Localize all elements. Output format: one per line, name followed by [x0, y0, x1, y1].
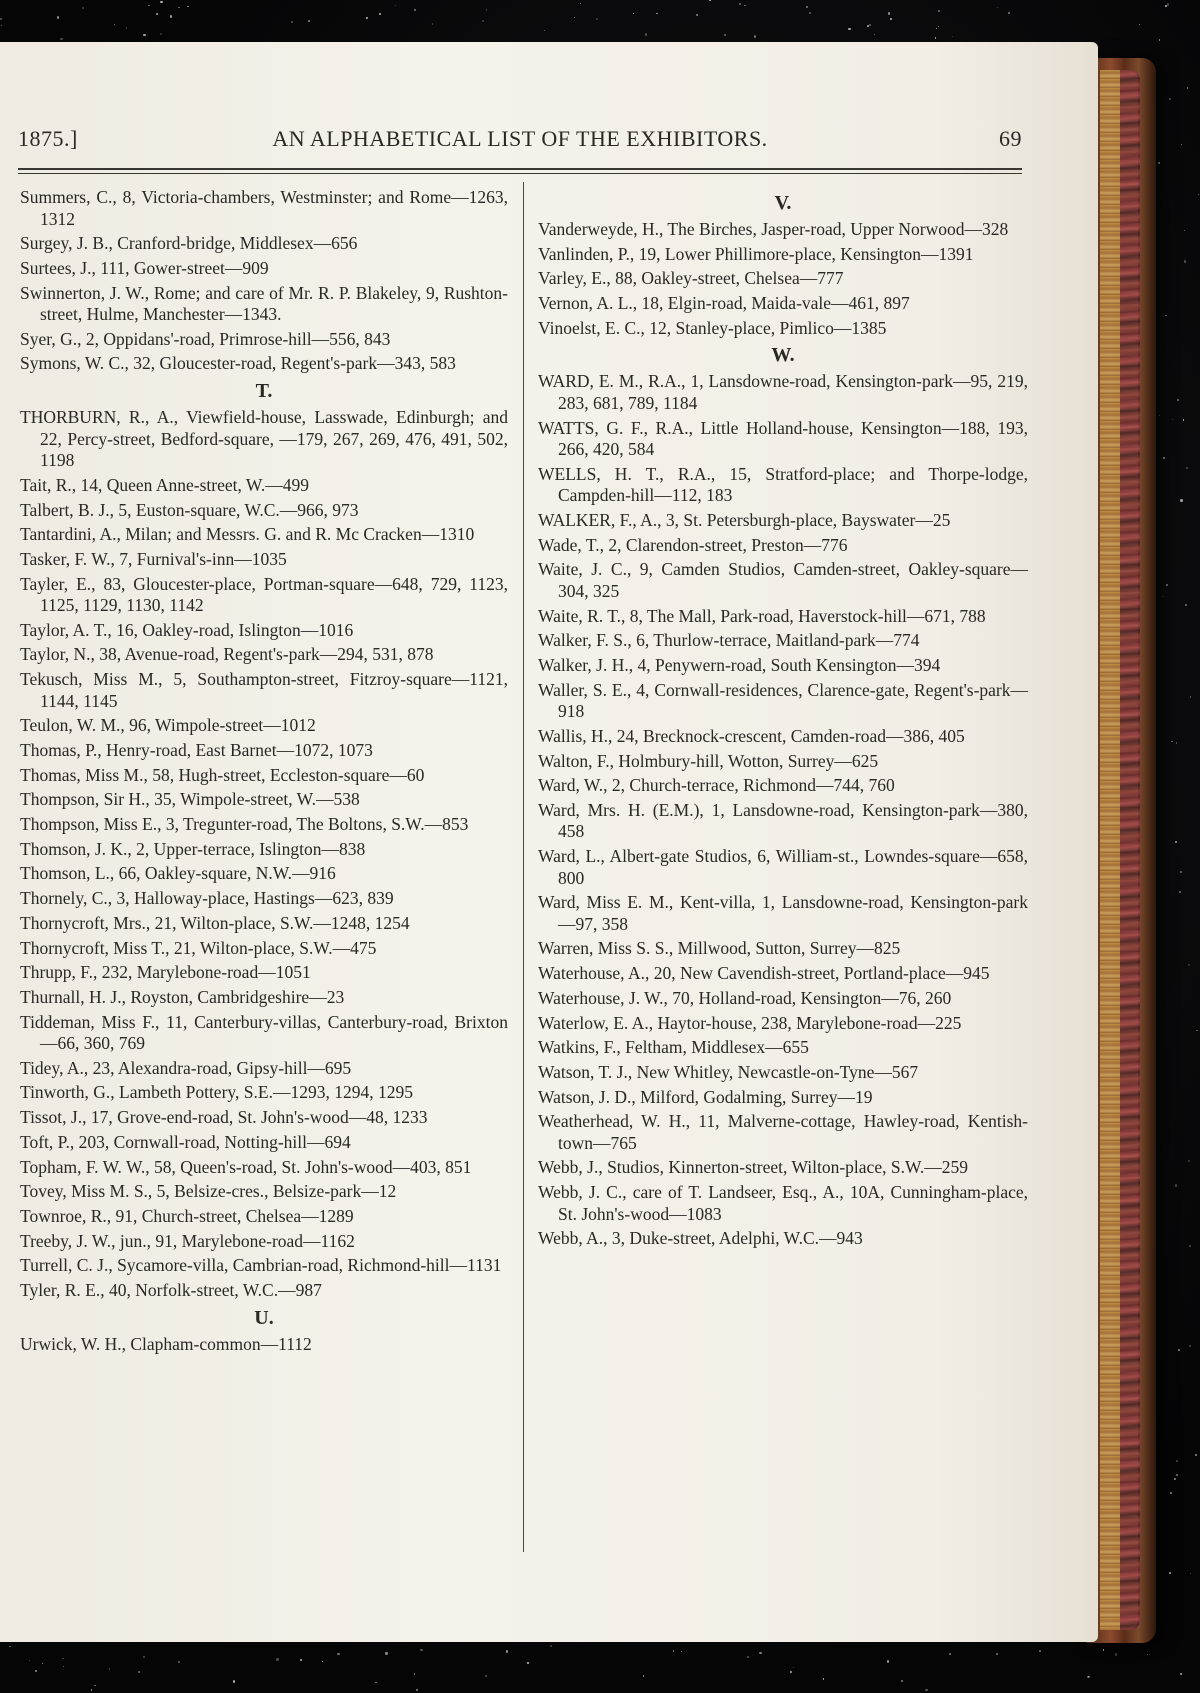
exhibitor-entry: Vernon, A. L., 18, Elgin-road, Maida-vale—461, 897 [538, 293, 910, 314]
exhibitor-entry: Turrell, C. J., Sycamore-villa, Cambrian-road, Richmond-hill—1131 [20, 1255, 502, 1276]
star-speck [952, 36, 953, 37]
star-speck [739, 3, 741, 5]
star-speck [1190, 696, 1191, 697]
exhibitor-entry: Wade, T., 2, Clarendon-street, Preston—776 [538, 534, 848, 555]
star-speck [1179, 891, 1181, 893]
star-speck [936, 28, 937, 29]
exhibitor-entry: Thurnall, H. J., Royston, Cambridgeshire—23 [20, 986, 345, 1007]
star-speck [170, 15, 172, 17]
exhibitor-entry: Thornycroft, Mrs., 21, Wilton-place, S.W.—1248, 1254 [20, 912, 410, 933]
exhibitor-entry: Walton, F., Holmbury-hill, Wotton, Surrey—625 [538, 750, 879, 771]
star-speck [949, 1653, 951, 1655]
exhibitor-entry: Warren, Miss S. S., Millwood, Sutton, Surrey—825 [538, 938, 901, 959]
star-speck [42, 1663, 43, 1664]
star-speck [1184, 230, 1185, 231]
star-speck [62, 1658, 64, 1660]
star-speck [9, 1646, 10, 1647]
star-speck [1162, 596, 1163, 597]
star-speck [1115, 1653, 1117, 1655]
exhibitor-entry: Toft, P., 203, Cornwall-road, Notting-hill—694 [20, 1131, 351, 1152]
exhibitor-entry: WARD, E. M., R.A., 1, Lansdowne-road, Kensington-park—95, 219, 283, 681, 789, 1184 [538, 371, 1028, 413]
star-speck [874, 34, 875, 35]
star-speck [790, 1671, 792, 1673]
star-speck [1159, 415, 1160, 416]
star-speck [890, 18, 892, 20]
exhibitor-entry: Waite, R. T., 8, The Mall, Park-road, Haverstock-hill—671, 788 [538, 605, 986, 626]
exhibitor-entry: Thrupp, F., 232, Marylebone-road—1051 [20, 962, 311, 983]
star-speck [1198, 194, 1200, 196]
star-speck [673, 1650, 674, 1651]
star-speck [63, 1666, 64, 1667]
star-speck [1163, 457, 1165, 459]
star-speck [379, 13, 381, 15]
star-speck [1187, 87, 1189, 89]
star-speck [1166, 584, 1168, 586]
star-speck [0, 18, 2, 20]
star-speck [1171, 741, 1173, 743]
star-speck [1180, 871, 1182, 873]
star-speck [574, 17, 575, 18]
star-speck [1189, 1245, 1191, 1247]
exhibitor-entry: Thomas, Miss M., 58, Hugh-street, Eccleston-square—60 [20, 764, 425, 785]
star-speck [322, 1661, 323, 1662]
star-speck [996, 1653, 998, 1655]
exhibitor-entry: Tyler, R. E., 40, Norfolk-street, W.C.—987 [20, 1279, 322, 1300]
star-speck [57, 16, 59, 18]
star-speck [395, 5, 397, 7]
exhibitor-entry: Tovey, Miss M. S., 5, Belsize-cres., Belsize-park—12 [20, 1181, 397, 1202]
star-speck [643, 1675, 644, 1676]
exhibitor-entry: Tissot, J., 17, Grove-end-road, St. John's-wood—48, 1233 [20, 1107, 428, 1128]
header-rule-thin [18, 173, 1022, 174]
exhibitor-entry: Waller, S. E., 4, Cornwall-residences, Clarence-gate, Regent's-park—918 [538, 679, 1028, 722]
star-speck [596, 18, 598, 20]
star-speck [1188, 1160, 1190, 1162]
header-rule-thick [18, 168, 1022, 170]
exhibitor-entry: Symons, W. C., 32, Gloucester-road, Regent's-park—343, 583 [20, 353, 456, 374]
exhibitor-entry: Thomson, L., 66, Oakley-square, N.W.—916 [20, 863, 336, 884]
exhibitor-entry: Tinworth, G., Lambeth Pottery, S.E.—1293, 1294, 1295 [20, 1082, 413, 1103]
exhibitor-entry: Thompson, Sir H., 35, Wimpole-street, W.—538 [20, 789, 360, 810]
exhibitor-entry: Waterhouse, J. W., 70, Holland-road, Kensington—76, 260 [538, 987, 952, 1008]
exhibitor-entry: Waterlow, E. A., Haytor-house, 238, Marylebone-road—225 [538, 1012, 962, 1033]
star-speck [35, 1670, 37, 1672]
star-speck [420, 1649, 422, 1651]
star-speck [1139, 24, 1140, 25]
exhibitor-entry: Webb, J., Studios, Kinnerton-street, Wilton-place, S.W.—259 [538, 1157, 968, 1178]
header-year: 1875.] [18, 126, 78, 151]
exhibitor-entry: Watkins, F., Feltham, Middlesex—655 [538, 1037, 809, 1058]
header-title: AN ALPHABETICAL LIST OF THE EXHIBITORS. [272, 126, 768, 151]
star-speck [1103, 1649, 1104, 1650]
book-page [0, 42, 1098, 1642]
star-speck [1183, 419, 1184, 420]
star-speck [1169, 98, 1171, 100]
star-speck [823, 1678, 824, 1679]
right-column [538, 187, 1028, 1253]
exhibitor-entry: Waite, J. C., 9, Camden Studios, Camden-street, Oakley-square—304, 325 [538, 559, 1028, 601]
star-speck [126, 27, 127, 28]
star-speck [793, 1667, 794, 1668]
star-speck [506, 1650, 508, 1652]
star-speck [109, 1668, 110, 1669]
star-speck [696, 14, 698, 16]
star-speck [1, 25, 2, 26]
exhibitor-entry: Thornycroft, Miss T., 21, Wilton-place, S.W.—475 [20, 937, 377, 958]
exhibitor-entry: Tasker, F. W., 7, Furnival's-inn—1035 [20, 548, 287, 569]
star-speck [806, 6, 808, 8]
exhibitor-entry: WATTS, G. F., R.A., Little Holland-house, Kensington—188, 193, 266, 420, 584 [538, 417, 1028, 460]
exhibitor-entry: Weatherhead, W. H., 11, Malverne-cottage, Hawley-road, Kentish-town—765 [538, 1111, 1028, 1153]
exhibitor-entry: THORBURN, R., A., Viewfield-house, Lasswade, Edinburgh; and 22, Percy-street, Bedford-square, —179, 267, 269, 476, 491, 502, 1198 [20, 407, 508, 471]
star-speck [1147, 1654, 1149, 1656]
star-speck [681, 1651, 683, 1653]
column-divider [523, 182, 524, 1552]
exhibitor-entry: Talbert, B. J., 5, Euston-square, W.C.—966, 973 [20, 499, 359, 520]
star-speck [375, 1682, 377, 1684]
star-speck [1196, 1030, 1198, 1032]
star-speck [724, 34, 727, 37]
running-head [18, 126, 1022, 156]
star-speck [1190, 1573, 1191, 1574]
exhibitor-entry: Varley, E., 88, Oakley-street, Chelsea—777 [538, 268, 844, 289]
star-speck [1181, 144, 1182, 145]
exhibitor-entry: Treeby, J. W., jun., 91, Marylebone-road—1162 [20, 1230, 355, 1251]
star-speck [414, 9, 416, 11]
star-speck [1185, 604, 1187, 606]
star-speck [143, 1656, 145, 1658]
star-speck [938, 10, 940, 12]
star-speck [1170, 1492, 1172, 1494]
exhibitor-entry: Surtees, J., 111, Gower-street—909 [20, 257, 269, 278]
exhibitor-entry: WELLS, H. T., R.A., 15, Stratford-place; and Thorpe-lodge, Campden-hill—112, 183 [538, 463, 1028, 506]
star-speck [486, 9, 488, 11]
star-speck [385, 1652, 387, 1654]
exhibitor-entry: Ward, Miss E. M., Kent-villa, 1, Lansdowne-road, Kensington-park—97, 358 [538, 892, 1028, 934]
star-speck [754, 35, 757, 38]
star-speck [1175, 1184, 1177, 1186]
star-speck [1087, 1676, 1089, 1678]
star-speck [1039, 1650, 1041, 1652]
star-speck [656, 13, 657, 14]
exhibitor-entry: Tantardini, A., Milan; and Messrs. G. and R. Mc Cracken—1310 [20, 524, 475, 545]
exhibitor-entry: Vanderweyde, H., The Birches, Jasper-road, Upper Norwood—328 [538, 219, 1009, 239]
star-speck [1167, 3, 1169, 5]
page-number: 69 [999, 126, 1022, 151]
star-speck [29, 1660, 31, 1662]
star-speck [1180, 499, 1182, 501]
star-speck [1186, 467, 1188, 469]
star-speck [300, 1659, 302, 1661]
star-speck [291, 21, 293, 23]
star-speck [485, 1675, 487, 1677]
star-speck [432, 23, 434, 25]
star-speck [82, 7, 83, 8]
star-speck [1176, 1474, 1178, 1476]
exhibitor-entry: Townroe, R., 91, Church-street, Chelsea—1289 [20, 1205, 354, 1226]
star-speck [414, 1673, 415, 1674]
exhibitor-entry: Watson, T. J., New Whitley, Newcastle-on-Tyne—567 [538, 1061, 919, 1082]
section-letter: W. [771, 344, 795, 367]
star-speck [1176, 1460, 1178, 1462]
star-speck [482, 20, 484, 22]
star-speck [138, 1671, 140, 1673]
exhibitor-entry: Walker, J. H., 4, Penywern-road, South Kensington—394 [538, 654, 941, 675]
star-speck [160, 33, 162, 35]
exhibitor-entry: Taylor, A. T., 16, Oakley-road, Islington—1016 [20, 619, 354, 640]
star-speck [544, 30, 545, 31]
exhibitor-entry: Walker, F. S., 6, Thurlow-terrace, Maitland-park—774 [538, 630, 920, 651]
exhibitor-entry: Waterhouse, A., 20, New Cavendish-street, Portland-place—945 [538, 963, 990, 984]
star-speck [94, 1685, 96, 1687]
star-speck [1177, 399, 1179, 401]
left-column [20, 187, 508, 1358]
exhibitor-entry: Webb, J. C., care of T. Landseer, Esq., A., 10A, Cunningham-place, St. John's-wood—1083 [538, 1182, 1028, 1224]
star-speck [1172, 419, 1173, 420]
star-speck [867, 25, 869, 27]
exhibitor-entry: Tidey, A., 23, Alexandra-road, Gipsy-hill—695 [20, 1057, 352, 1078]
star-speck [1165, 315, 1167, 317]
star-speck [178, 7, 179, 8]
exhibitor-entry: Syer, G., 2, Oppidans'-road, Primrose-hill—556, 843 [20, 328, 391, 349]
star-speck [744, 5, 745, 6]
exhibitor-entry: Thompson, Miss E., 3, Tregunter-road, The Boltons, S.W.—853 [20, 814, 469, 835]
star-speck [1169, 1572, 1171, 1574]
star-speck [1178, 1349, 1180, 1351]
star-speck [1184, 260, 1186, 262]
star-speck [337, 1653, 340, 1656]
star-speck [1188, 964, 1190, 966]
star-speck [888, 12, 890, 14]
star-speck [580, 3, 581, 4]
star-speck [308, 20, 310, 22]
star-speck [1158, 162, 1160, 164]
exhibitor-entry: Teulon, W. M., 96, Wimpole-street—1012 [20, 715, 316, 736]
star-speck [925, 1689, 927, 1691]
star-speck [887, 1660, 889, 1662]
exhibitor-entry: Tait, R., 14, Queen Anne-street, W.—499 [20, 474, 309, 495]
star-speck [633, 13, 634, 14]
section-letter: V. [774, 192, 792, 214]
exhibitor-entry: Ward, L., Albert-gate Studios, 6, William-st., Lowndes-square—658, 800 [538, 846, 1028, 888]
exhibitor-entry: Webb, A., 3, Duke-street, Adelphi, W.C.—943 [538, 1228, 863, 1249]
exhibitor-entry: Thornely, C., 3, Halloway-place, Hastings—623, 839 [20, 888, 394, 909]
exhibitor-entry: Thomas, P., Henry-road, East Barnet—1072, 1073 [20, 740, 373, 760]
star-speck [759, 1652, 761, 1654]
exhibitor-entry: Swinnerton, J. W., Rome; and care of Mr. R. P. Blakeley, 9, Rushton-street, Hulme, Manchester—1343. [20, 282, 508, 325]
exhibitor-entry: Watson, J. D., Milford, Godalming, Surrey—19 [538, 1086, 873, 1107]
star-speck [645, 33, 647, 35]
exhibitor-entry: Ward, Mrs. H. (E.M.), 1, Lansdowne-road, Kensington-park—380, 458 [538, 799, 1028, 842]
star-speck [416, 1689, 418, 1691]
exhibitor-entry: Taylor, N., 38, Avenue-road, Regent's-park—294, 531, 878 [20, 644, 434, 665]
exhibitor-entry: Surgey, J. B., Cranford-bridge, Middlesex—656 [20, 233, 358, 254]
star-speck [709, 0, 710, 1]
exhibitor-entry: Vinoelst, E. C., 12, Stanley-place, Pimlico—1385 [538, 317, 887, 338]
star-speck [91, 1689, 93, 1691]
star-speck [143, 34, 145, 36]
section-letter: U. [254, 1306, 274, 1329]
exhibitor-entry: Wallis, H., 24, Brecknock-crescent, Camden-road—386, 405 [538, 725, 965, 746]
star-speck [527, 1662, 529, 1664]
exhibitor-entry: Urwick, W. H., Clapham-common—1112 [20, 1333, 312, 1354]
star-speck [1174, 1478, 1176, 1480]
star-speck [148, 5, 149, 6]
star-speck [550, 1645, 552, 1647]
star-speck [901, 1680, 903, 1682]
star-speck [160, 1, 162, 3]
star-speck [747, 1656, 749, 1658]
star-speck [1008, 12, 1010, 14]
star-speck [276, 1658, 278, 1660]
exhibitor-entry: WALKER, F., A., 3, St. Petersburgh-place, Bayswater—25 [538, 510, 951, 530]
star-speck [114, 24, 116, 26]
star-speck [809, 12, 811, 14]
star-speck [997, 7, 998, 8]
star-speck [233, 1680, 235, 1682]
star-speck [848, 28, 850, 30]
star-speck [187, 6, 188, 7]
star-speck [366, 17, 368, 19]
star-speck [1189, 1345, 1191, 1347]
star-speck [1195, 1454, 1197, 1456]
section-letter: T. [255, 380, 273, 403]
star-speck [178, 1661, 179, 1662]
star-speck [935, 37, 937, 39]
exhibitor-entry: Vanlinden, P., 19, Lower Phillimore-place, Kensington—1391 [538, 243, 974, 264]
exhibitor-entry: Summers, C., 8, Victoria-chambers, Westminster; and Rome—1263, 1312 [20, 187, 508, 229]
star-speck [1176, 742, 1177, 743]
exhibitor-entry: Tekusch, Miss M., 5, Southampton-street, Fitzroy-square—1121, 1144, 1145 [20, 669, 508, 711]
exhibitor-entry: Thomson, J. K., 2, Upper-terrace, Islington—838 [20, 838, 366, 859]
star-speck [156, 13, 158, 15]
star-speck [1175, 841, 1177, 843]
star-speck [60, 38, 63, 41]
exhibitor-entry: Tiddeman, Miss F., 11, Canterbury-villas, Canterbury-road, Brixton—66, 360, 769 [20, 1011, 508, 1054]
star-speck [938, 26, 939, 27]
star-speck [869, 24, 872, 27]
star-speck [1180, 1673, 1182, 1675]
exhibitor-entry: Tayler, E., 83, Gloucester-place, Portman-square—648, 729, 1123, 1125, 1129, 1130, 1142 [20, 573, 508, 616]
exhibitor-entry: Ward, W., 2, Church-terrace, Richmond—744, 760 [538, 775, 895, 796]
marbled-edge [1120, 70, 1140, 1630]
exhibitor-entry: Topham, F. W. W., 58, Queen's-road, St. John's-wood—403, 851 [20, 1156, 472, 1177]
star-speck [1159, 39, 1160, 40]
